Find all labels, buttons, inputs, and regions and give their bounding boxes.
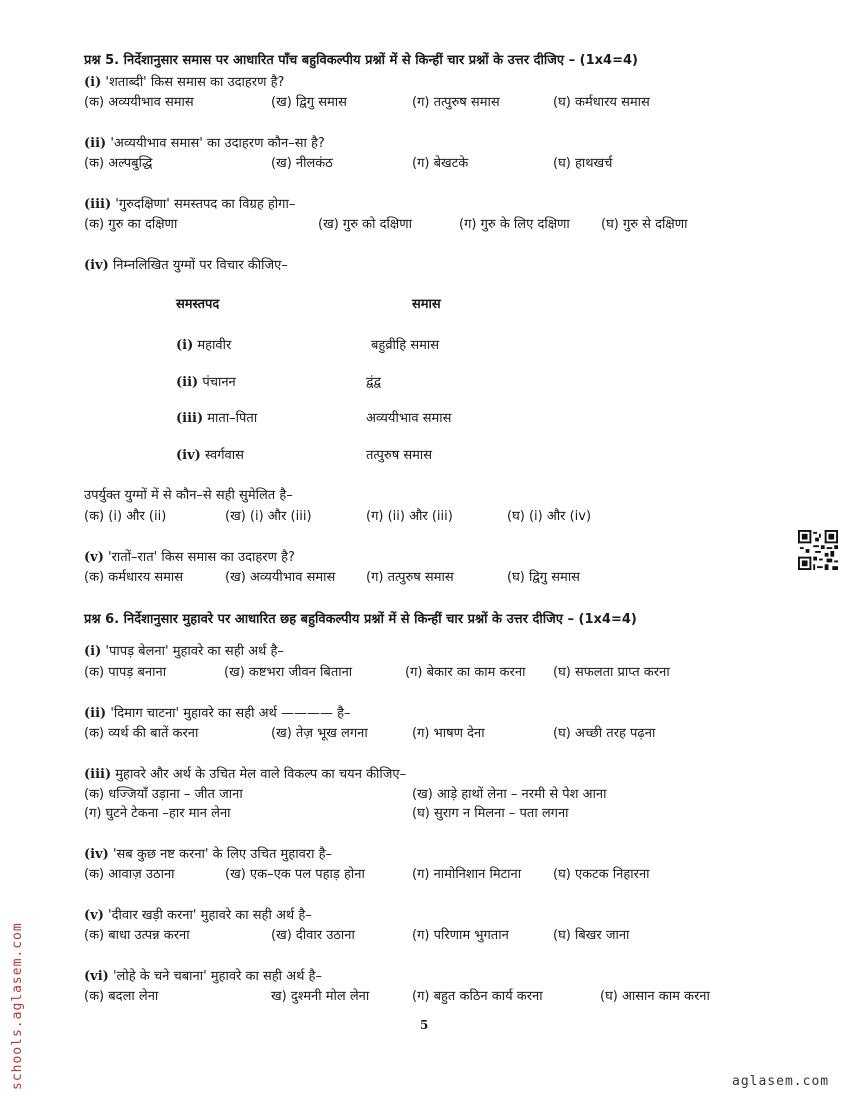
q6-v-option-a: (क) बाधा उत्पन्न करना (84, 928, 190, 943)
q6-vi-option-d: (घ) आसान काम करना (600, 989, 710, 1004)
q6-heading: प्रश्न 6. निर्देशानुसार मुहावरे पर आधारित छह बहुविकल्पीय प्रश्नों में से किन्हीं चार प्रश्नों के उत्तर दीजिए – (1x4=4) (84, 612, 637, 627)
q6-ii-option-c: (ग) भाषण देना (412, 726, 485, 741)
q5-iv-question (84, 257, 288, 275)
row-samastapad: माता–पिता (207, 411, 258, 426)
q5-v-option-a: (क) कर्मधारय समास (84, 570, 184, 585)
row-samas: द्वंद्व (366, 375, 381, 390)
q6-ii-text: 'दिमाग चाटना' मुहावरे का सही अर्थ ———— है– (110, 706, 351, 721)
q6-iii-option-c: (ग) घुटने टेकना –हार मान लेना (84, 806, 231, 821)
q5-i-question (84, 74, 284, 92)
q5-iv-option-a: (क) (i) और (ii) (84, 509, 167, 524)
table-row (176, 337, 231, 355)
q6-iv-question (84, 846, 332, 864)
footer-site-link[interactable]: aglasem.com (732, 1074, 830, 1089)
qr-code-icon (798, 530, 838, 570)
q5-iii-option-b: (ख) गुरु को दक्षिणा (318, 217, 412, 232)
q5-ii-option-a: (क) अल्पबुद्धि (84, 156, 153, 171)
table-row (176, 447, 244, 465)
q6-v-text: 'दीवार खड़ी करना' मुहावरे का सही अर्थ है– (108, 908, 312, 923)
q6-iii-number: (iii) (84, 767, 112, 782)
q6-i-number: (i) (84, 644, 102, 659)
q6-iv-text: 'सब कुछ नष्ट करना' के लिए उचित मुहावरा है– (112, 847, 333, 862)
q5-i-option-d: (घ) कर्मधारय समास (553, 95, 650, 110)
q5-iii-option-d: (घ) गुरु से दक्षिणा (601, 217, 688, 232)
q6-iii-option-a: (क) धज्जियाँ उड़ाना – जीत जाना (84, 787, 243, 802)
q6-ii-option-a: (क) व्यर्थ की बातें करना (84, 726, 199, 741)
q5-v-question (84, 549, 295, 567)
q5-iv-option-d: (घ) (i) और (iv) (507, 509, 592, 524)
table-header-samastapad: समस्तपद (176, 297, 220, 312)
row-samas: बहुव्रीहि समास (371, 338, 440, 353)
q6-i-option-a: (क) पापड़ बनाना (84, 665, 167, 680)
q5-iv-option-c: (ग) (ii) और (iii) (366, 509, 453, 524)
q6-iii-question (84, 766, 406, 784)
q5-v-option-c: (ग) तत्पुरुष समास (366, 570, 454, 585)
table-header-samas: समास (412, 297, 441, 312)
q5-i-text: 'शताब्दी' किस समास का उदाहरण है? (105, 75, 285, 90)
q5-iv-text: निम्नलिखित युग्मों पर विचार कीजिए– (112, 258, 288, 273)
q6-iii-option-d: (घ) सुराग न मिलना – पता लगना (412, 806, 569, 821)
row-number: (iii) (176, 411, 204, 426)
q6-v-option-b: (ख) दीवार उठाना (271, 928, 355, 943)
q6-i-option-c: (ग) बेकार का काम करना (405, 665, 526, 680)
q6-ii-question (84, 705, 351, 723)
q6-iv-option-b: (ख) एक–एक पल पहाड़ होना (225, 867, 365, 882)
q6-ii-option-d: (घ) अच्छी तरह पढ़ना (553, 726, 656, 741)
q6-iv-option-c: (ग) नामोनिशान मिटाना (412, 867, 522, 882)
q6-ii-option-b: (ख) तेज़ भूख लगना (271, 726, 368, 741)
q6-iv-option-a: (क) आवाज़ उठाना (84, 867, 175, 882)
q6-iv-option-d: (घ) एकटक निहारना (553, 867, 650, 882)
q6-vi-question (84, 968, 322, 986)
q5-i-number: (i) (84, 75, 102, 90)
q5-v-number: (v) (84, 550, 104, 565)
q6-vi-number: (vi) (84, 969, 109, 984)
page-number: 5 (420, 1018, 429, 1032)
row-samas: अव्ययीभाव समास (366, 411, 452, 426)
q5-ii-option-c: (ग) बेखटके (412, 156, 469, 171)
q5-iv-number: (iv) (84, 258, 109, 273)
q5-iii-option-a: (क) गुरु का दक्षिणा (84, 217, 178, 232)
row-samastapad: स्वर्गवास (204, 448, 244, 463)
q6-vi-option-b: ख) दुश्मनी मोल लेना (271, 989, 370, 1004)
q5-iv-option-b: (ख) (i) और (iii) (225, 509, 312, 524)
q5-iii-question (84, 196, 295, 214)
q6-iv-number: (iv) (84, 847, 109, 862)
q5-ii-option-b: (ख) नीलकंठ (271, 156, 333, 171)
q6-i-question (84, 643, 284, 661)
q6-i-text: 'पापड़ बेलना' मुहावरे का सही अर्थ है– (105, 644, 284, 659)
q5-v-option-d: (घ) द्विगु समास (507, 570, 580, 585)
q6-iii-option-b: (ख) आड़े हाथों लेना – नरमी से पेश आना (412, 787, 607, 802)
q6-iii-text: मुहावरे और अर्थ के उचित मेल वाले विकल्प का चयन कीजिए– (115, 767, 407, 782)
q5-heading: प्रश्न 5. निर्देशानुसार समास पर आधारित पाँच बहुविकल्पीय प्रश्नों में से किन्हीं चार प्रश्नों के उत्तर दीजिए – (1x4=4) (84, 53, 638, 68)
table-row (176, 410, 257, 428)
q6-v-option-d: (घ) बिखर जाना (553, 928, 630, 943)
q6-i-option-d: (घ) सफलता प्राप्त करना (553, 665, 670, 680)
q5-v-option-b: (ख) अव्ययीभाव समास (225, 570, 336, 585)
q5-v-text: 'रातों–रात' किस समास का उदाहरण है? (108, 550, 295, 565)
q6-v-option-c: (ग) परिणाम भुगतान (412, 928, 509, 943)
q6-vi-text: 'लोहे के चने चबाना' मुहावरे का सही अर्थ है– (112, 969, 322, 984)
table-row (176, 374, 236, 392)
q5-iv-ask: उपर्युक्त युग्मों में से कौन–से सही सुमेलित है– (84, 488, 293, 503)
row-samastapad: महावीर (197, 338, 232, 353)
side-watermark-link[interactable]: schools.aglasem.com (10, 922, 25, 1090)
q5-iii-option-c: (ग) गुरु के लिए दक्षिणा (459, 217, 570, 232)
q5-ii-text: 'अव्ययीभाव समास' का उदाहरण कौन–सा है? (110, 136, 325, 151)
row-number: (i) (176, 338, 194, 353)
q5-iii-text: 'गुरुदक्षिणा' समस्तपद का विग्रह होगा– (115, 197, 296, 212)
row-number: (iv) (176, 448, 201, 463)
row-samastapad: पंचानन (202, 375, 236, 390)
q5-iii-number: (iii) (84, 197, 112, 212)
q5-ii-number: (ii) (84, 136, 107, 151)
q5-i-option-b: (ख) द्विगु समास (271, 95, 347, 110)
q6-v-number: (v) (84, 908, 104, 923)
q5-ii-question (84, 135, 325, 153)
q6-v-question (84, 907, 312, 925)
q6-i-option-b: (ख) कष्टभरा जीवन बिताना (224, 665, 353, 680)
row-samas: तत्पुरुष समास (366, 448, 433, 463)
q6-vi-option-a: (क) बदला लेना (84, 989, 159, 1004)
q6-ii-number: (ii) (84, 706, 107, 721)
q6-vi-option-c: (ग) बहुत कठिन कार्य करना (412, 989, 543, 1004)
row-number: (ii) (176, 375, 199, 390)
q5-i-option-c: (ग) तत्पुरुष समास (412, 95, 500, 110)
q5-ii-option-d: (घ) हाथखर्च (553, 156, 613, 171)
q5-i-option-a: (क) अव्ययीभाव समास (84, 95, 194, 110)
